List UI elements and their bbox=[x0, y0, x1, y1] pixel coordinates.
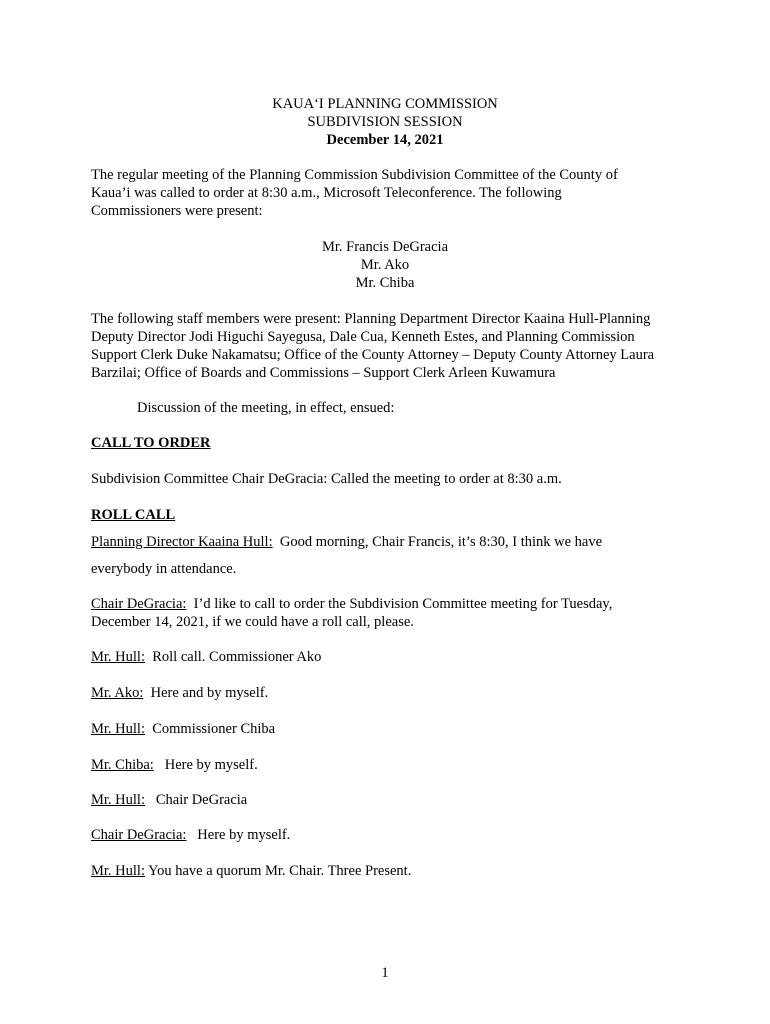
commissioner-name: Mr. Ako bbox=[360, 257, 410, 273]
roll-call-entry bbox=[91, 648, 321, 666]
speaker-label: Planning Director Kaaina Hull: bbox=[91, 534, 273, 550]
speaker-label: Mr. Chiba: bbox=[91, 757, 154, 773]
speaker-label: Mr. Hull: bbox=[91, 863, 145, 879]
roll-call-entry bbox=[91, 720, 275, 738]
speaker-label: Mr. Hull: bbox=[91, 649, 145, 665]
intro-line: The regular meeting of the Planning Commission Subdivision Committee of the County of bbox=[91, 167, 618, 183]
entry-text: Here by myself. bbox=[153, 757, 258, 773]
staff-line: The following staff members were present: Planning Department Director Kaaina Hull-Planning bbox=[91, 311, 651, 327]
staff-line: Barzilai; Office of Boards and Commissions – Support Clerk Arleen Kuwamura bbox=[91, 365, 556, 381]
call-to-order-text: Subdivision Committee Chair DeGracia: Called the meeting to order at 8:30 a.m. bbox=[91, 471, 562, 487]
roll-call-entry bbox=[91, 756, 258, 774]
discussion-note: Discussion of the meeting, in effect, ensued: bbox=[137, 400, 395, 416]
speaker-label: Mr. Hull: bbox=[91, 721, 145, 737]
roll-call-entry bbox=[91, 826, 290, 844]
entry-text: Good morning, Chair Francis, it’s 8:30, I think we have bbox=[272, 534, 603, 550]
speaker-label: Chair DeGracia: bbox=[91, 827, 187, 843]
speaker-label: Chair DeGracia: bbox=[91, 596, 187, 612]
entry-text: Chair DeGracia bbox=[144, 792, 248, 808]
staff-line: Support Clerk Duke Nakamatsu; Office of the County Attorney – Deputy County Attorney Laura bbox=[91, 347, 655, 363]
intro-line: Commissioners were present: bbox=[91, 203, 263, 219]
commissioner-name: Mr. Chiba bbox=[355, 275, 415, 291]
entry-text: I’d like to call to order the Subdivision Committee meeting for Tuesday, bbox=[186, 596, 613, 612]
roll-call-entry bbox=[91, 862, 411, 880]
entry-text: Here and by myself. bbox=[143, 685, 269, 701]
staff-line: Deputy Director Jodi Higuchi Sayegusa, Dale Cua, Kenneth Estes, and Planning Commission bbox=[91, 329, 635, 345]
entry-text: Roll call. Commissioner Ako bbox=[144, 649, 322, 665]
entry-text: Here by myself. bbox=[186, 827, 291, 843]
entry-continuation: everybody in attendance. bbox=[91, 561, 237, 577]
roll-call-heading: ROLL CALL bbox=[91, 507, 176, 523]
commissioner-name: Mr. Francis DeGracia bbox=[321, 239, 449, 255]
speaker-label: Mr. Hull: bbox=[91, 792, 145, 808]
call-to-order-heading: CALL TO ORDER bbox=[91, 435, 211, 451]
entry-text: You have a quorum Mr. Chair. Three Present. bbox=[144, 863, 412, 879]
roll-call-entry bbox=[91, 533, 602, 551]
intro-line: Kaua’i was called to order at 8:30 a.m., Microsoft Teleconference. The following bbox=[91, 185, 562, 201]
roll-call-entry bbox=[91, 595, 612, 613]
commission-title: KAUA‘I PLANNING COMMISSION bbox=[272, 96, 498, 112]
roll-call-entry bbox=[91, 684, 268, 702]
entry-continuation: December 14, 2021, if we could have a roll call, please. bbox=[91, 614, 414, 630]
meeting-date: December 14, 2021 bbox=[326, 132, 444, 148]
speaker-label: Mr. Ako: bbox=[91, 685, 144, 701]
session-title: SUBDIVISION SESSION bbox=[307, 114, 463, 130]
page-number: 1 bbox=[381, 965, 389, 981]
roll-call-entry bbox=[91, 791, 247, 809]
entry-text: Commissioner Chiba bbox=[144, 721, 276, 737]
